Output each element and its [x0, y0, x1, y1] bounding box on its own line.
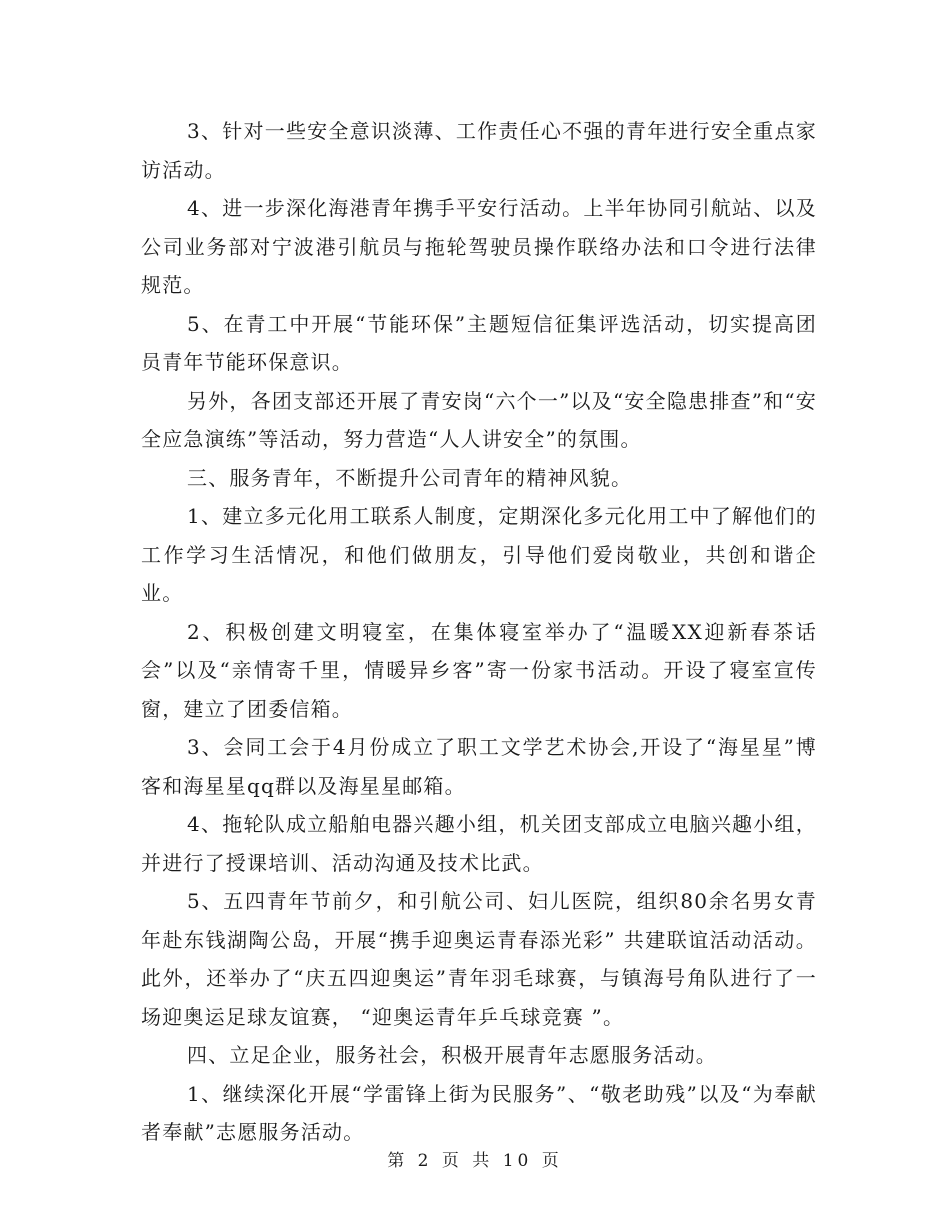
page-number-footer: 第 2 页 共 10 页: [387, 1151, 563, 1171]
paragraph-arts-association: 3、会同工会于4月份成立了职工文学艺术协会,开设了“海星星”博客和海星星qq群以及海星星邮箱。: [141, 735, 817, 798]
section-heading-serve-youth: 三、服务青年，不断提升公司青年的精神风貌。: [187, 465, 633, 490]
paragraph-may-fourth-events: 5、五四青年节前夕，和引航公司、妇儿医院，组织80余名男女青年赴东钱湖陶公岛，开展“携手迎奥运青春添光彩” 共建联谊活动活动。此外，还举办了“庆五四迎奥运”青年羽毛球赛，与镇海号角队进行了一场迎奥运足球友谊赛， “迎奥运青年乒乓球竞赛 ”。: [141, 889, 817, 1029]
paragraph-safety-home-visit: 3、针对一些安全意识淡薄、工作责任心不强的青年进行安全重点家访活动。: [141, 119, 817, 182]
paragraph-port-youth-safety: 4、进一步深化海港青年携手平安行活动。上半年协同引航站、以及公司业务部对宁波港引航员与拖轮驾驶员操作联络办法和口令进行法律规范。: [141, 196, 817, 297]
paragraph-branch-activities: 另外，各团支部还开展了青安岗“六个一”以及“安全隐患排查”和“安全应急演练”等活动，努力营造“人人讲安全”的氛围。: [141, 388, 817, 451]
paragraph-contact-system: 1、建立多元化用工联系人制度，定期深化多元化用工中了解他们的工作学习生活情况，和他们做朋友，引导他们爱岗敬业，共创和谐企业。: [141, 504, 817, 605]
paragraph-volunteer-activities: 1、继续深化开展“学雷锋上街为民服务”、“敬老助残”以及“为奉献者奉献”志愿服务活动。: [141, 1081, 817, 1144]
paragraph-civilized-dorm: 2、积极创建文明寝室，在集体寝室举办了“温暖XX迎新春茶话会”以及“亲情寄千里，情暖异乡客”寄一份家书活动。开设了寝室宣传窗，建立了团委信箱。: [141, 619, 817, 721]
section-heading-volunteer: 四、立足企业，服务社会，积极开展青年志愿服务活动。: [187, 1043, 717, 1067]
paragraph-energy-saving-sms: 5、在青工中开展“节能环保”主题短信征集评选活动，切实提高团员青年节能环保意识。: [141, 311, 817, 374]
document-body: [141, 112, 817, 1152]
paragraph-interest-groups: 4、拖轮队成立船舶电器兴趣小组，机关团支部成立电脑兴趣小组，并进行了授课培训、活动沟通及技术比武。: [141, 812, 817, 875]
